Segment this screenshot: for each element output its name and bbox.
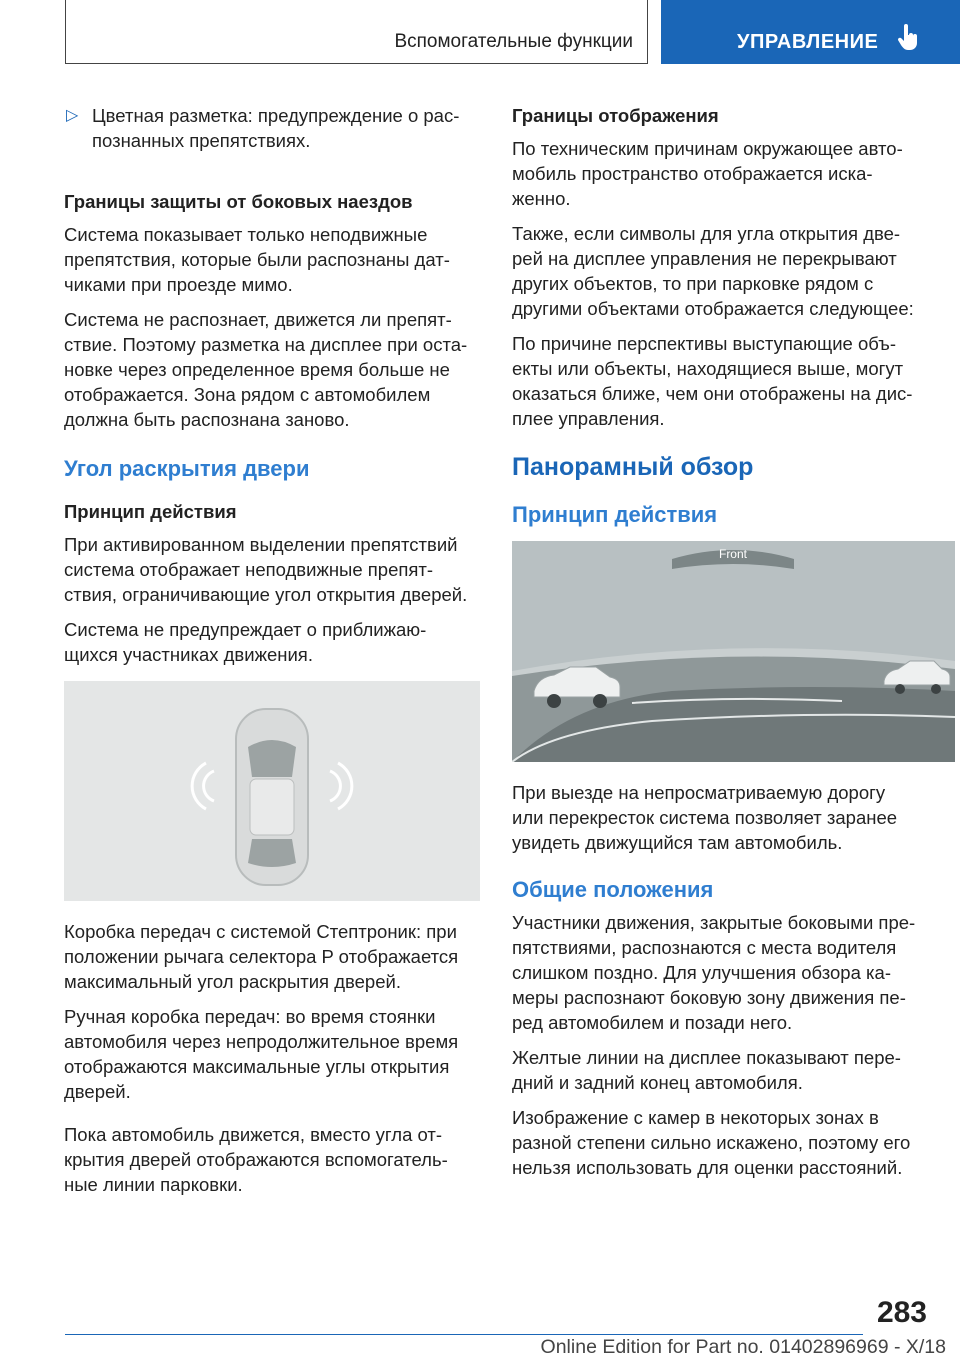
heading-door-angle: Угол раскрытия двери bbox=[64, 456, 310, 481]
section-header: Вспомогательные функции bbox=[65, 0, 648, 64]
footer-divider bbox=[65, 1334, 863, 1335]
heading-panorama: Панорамный обзор bbox=[512, 453, 754, 481]
paragraph: Ручная коробка передач: во время стоянки автомобиля через непродолжительное время отображаются максимальные углы открытия дверей. bbox=[64, 1006, 459, 1102]
car-door-angle-illustration bbox=[64, 681, 480, 901]
bullet-text: Цветная разметка: предупреждение о рас- познанных препятствиях. bbox=[92, 105, 460, 151]
paragraph: При активированном выделении препятствий система отображает неподвижные препят- ствия, ограничивающие угол открытия дверей. bbox=[64, 534, 468, 605]
heading-general: Общие положения bbox=[512, 877, 714, 902]
paragraph: Также, если символы для угла открытия две- рей на дисплее управления не перекрывают других объектов, то при парковке рядом с другими объектами отображается следующее: bbox=[512, 223, 914, 319]
paragraph: При выезде на непросматриваемую дорогу или перекресток система позволяет заранее увидеть движущийся там автомобиль. bbox=[512, 782, 898, 853]
paragraph: Система не предупреждает о приближаю- щихся участниках движения. bbox=[64, 619, 427, 665]
right-column bbox=[512, 103, 932, 1190]
left-column bbox=[64, 103, 484, 1207]
paragraph: Пока автомобиль движется, вместо угла от- крытия дверей отображаются вспомогатель- ные линии парковки. bbox=[64, 1124, 448, 1195]
paragraph: Участники движения, закрытые боковыми пре- пятствиями, распознаются с места водителя слишком поздно. Для улучшения обзора ка- меры распознают боковую зону движения пе- ред автомобилем и позади него. bbox=[512, 912, 916, 1033]
paragraph: По техническим причинам окружающее авто- мобиль пространство отображается иска- женно. bbox=[512, 138, 903, 209]
paragraph: Коробка передач с системой Стептроник: при положении рычага селектора P отображается максимальный угол раскрытия дверей. bbox=[64, 921, 459, 992]
chapter-tab[interactable] bbox=[661, 0, 960, 64]
triangle-bullet-icon: ▷ bbox=[66, 107, 79, 124]
page-number: 283 bbox=[876, 1296, 927, 1329]
door-angle-figure bbox=[64, 681, 480, 901]
heading-principle: Принцип действия bbox=[64, 501, 237, 522]
paragraph: Система не распознает, движется ли препят- ствие. Поэтому разметка на дисплее при оста- новке через определенное время больше не отображается. Зона рядом с автомобилем должна быть распознана заново. bbox=[64, 309, 468, 430]
front-camera-illustration bbox=[512, 541, 955, 762]
chapter-title: УПРАВЛЕНИЕ bbox=[737, 31, 879, 53]
hand-pointer-icon bbox=[897, 24, 919, 52]
paragraph: Желтые линии на дисплее показывают пере- дний и задний конец автомобиля. bbox=[512, 1047, 901, 1093]
front-label: Front bbox=[718, 547, 748, 561]
heading-side-protection: Границы защиты от боковых наездов bbox=[64, 191, 413, 212]
heading-display-limits: Границы отображения bbox=[512, 105, 719, 126]
footer-text: Online Edition for Part no. 01402896969 - X/18 bbox=[540, 1336, 946, 1358]
paragraph: По причине перспективы выступающие объ- екты или объекты, находящиеся выше, могут оказаться ближе, чем они отображены на дис- плее управления. bbox=[512, 333, 913, 429]
paragraph: Система показывает только неподвижные препятствия, которые были распознаны дат- чиками при проезде мимо. bbox=[64, 224, 450, 295]
panorama-figure bbox=[512, 541, 955, 762]
paragraph: Изображение с камер в некоторых зонах в разной степени сильно искажено, поэтому его нельзя использовать для оценки расстояний. bbox=[512, 1107, 911, 1178]
heading-principle: Принцип действия bbox=[512, 502, 718, 527]
list-item bbox=[64, 103, 484, 153]
